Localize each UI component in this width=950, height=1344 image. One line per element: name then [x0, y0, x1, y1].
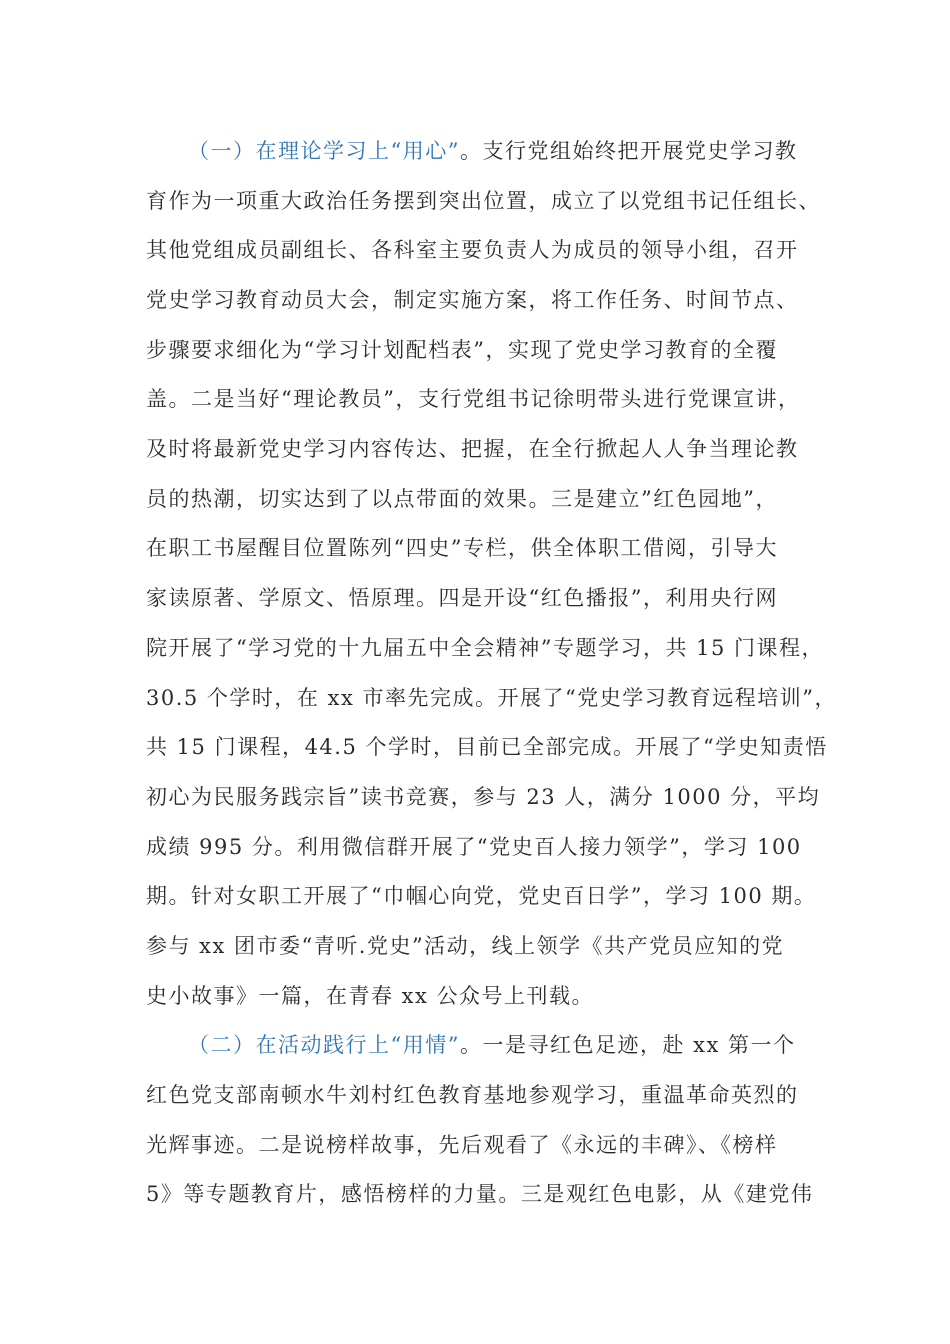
section-heading: （二）在活动践行上“用情”	[188, 1033, 460, 1057]
paragraph-line: 育作为一项重大政治任务摆到突出位置，成立了以党组书记任组长、	[146, 189, 821, 213]
paragraph-line: 家读原著、学原文、悟原理。四是开设“红色播报”，利用央行网	[146, 586, 778, 610]
paragraph-line: 成绩 995 分。利用微信群开展了“党史百人接力领学”，学习 100	[146, 835, 802, 859]
paragraph-line: 初心为民服务践宗旨”读书竞赛，参与 23 人，满分 1000 分，平均	[146, 785, 821, 809]
section-heading: （一）在理论学习上“用心”	[188, 139, 460, 163]
paragraph-line: 院开展了“学习党的十九届五中全会精神”专题学习，共 15 门课程，	[146, 636, 825, 660]
paragraph-line	[188, 1031, 796, 1059]
paragraph-text: 。一是寻红色足迹，赴 xx 第一个	[459, 1033, 796, 1057]
paragraph-line: 期。针对女职工开展了“巾帼心向党，党史百日学”，学习 100 期。	[146, 884, 817, 908]
paragraph-line: 在职工书屋醒目位置陈列“四史”专栏，供全体职工借阅，引导大	[146, 536, 778, 560]
paragraph-line: 员的热潮，切实达到了以点带面的效果。三是建立”红色园地”，	[146, 487, 778, 511]
paragraph-line: 党史学习教育动员大会，制定实施方案，将工作任务、时间节点、	[146, 288, 799, 312]
paragraph-line: 共 15 门课程，44.5 个学时，目前已全部完成。开展了“学史知责悟	[146, 735, 828, 759]
paragraph-line: 红色党支部南顿水牛刘村红色教育基地参观学习，重温革命英烈的	[146, 1083, 799, 1107]
paragraph-line: 光辉事迹。二是说榜样故事，先后观看了《永远的丰碑》、《榜样	[146, 1133, 778, 1157]
paragraph-line: 5》等专题教育片，感悟榜样的力量。三是观红色电影，从《建党伟	[146, 1182, 814, 1206]
paragraph-line: 参与 xx 团市委“青听.党史”活动，线上领学《共产党员应知的党	[146, 934, 785, 958]
paragraph-line: 及时将最新党史学习内容传达、把握，在全行掀起人人争当理论教	[146, 437, 799, 461]
paragraph-text: 。支行党组始终把开展党史学习教	[459, 139, 798, 163]
paragraph-line: 其他党组成员副组长、各科室主要负责人为成员的领导小组，召开	[146, 238, 799, 262]
paragraph-line: 盖。二是当好“理论教员”，支行党组书记徐明带头进行党课宣讲，	[146, 387, 801, 411]
paragraph-line: 史小故事》一篇，在青春 xx 公众号上刊载。	[146, 984, 595, 1008]
paragraph-line	[188, 137, 797, 165]
paragraph-line: 30.5 个学时，在 xx 市率先完成。开展了“党史学习教育远程培训”，	[146, 686, 837, 710]
paragraph-line: 步骤要求细化为“学习计划配档表”，实现了党史学习教育的全覆	[146, 338, 778, 362]
